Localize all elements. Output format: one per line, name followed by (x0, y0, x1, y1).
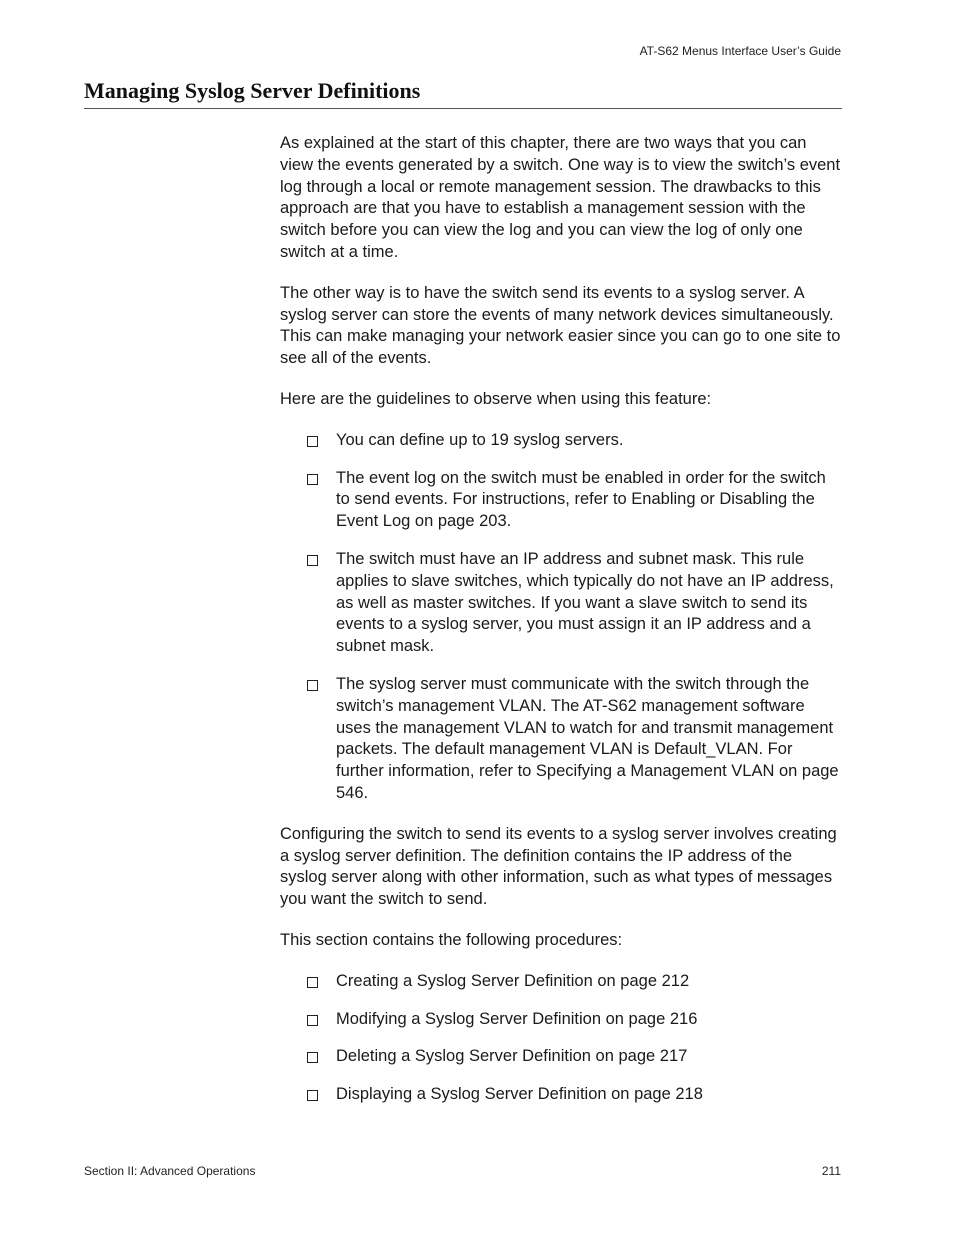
list-item: The switch must have an IP address and subnet mask. This rule applies to slave switches, which typically do not have an IP address, as well as master switches. If you want a slave switch to send its events to a syslog server, you must assign it an IP address and a subnet mask. (307, 549, 842, 658)
footer-page-number: 211 (821, 1164, 841, 1178)
procedure-link[interactable]: Modifying a Syslog Server Definition on page 216 (336, 1009, 698, 1028)
running-header: AT-S62 Menus Interface User’s Guide (639, 44, 841, 58)
footer-section-label: Section II: Advanced Operations (84, 1164, 256, 1178)
procedures-list (280, 971, 842, 1106)
list-item (307, 971, 842, 993)
checkbox-bullet-icon (307, 436, 318, 447)
list-item (307, 1084, 842, 1106)
list-item: The syslog server must communicate with the switch through the switch’s management VLAN. The AT-S62 management software uses the management VLAN to watch for and transmit management packets. The default management VLAN is Default_VLAN. For further information, refer to Specifying a Management VLAN on page 546. (307, 674, 842, 805)
checkbox-bullet-icon (307, 680, 318, 691)
list-item: You can define up to 19 syslog servers. (307, 430, 842, 452)
checkbox-bullet-icon (307, 474, 318, 485)
procedure-link[interactable]: Displaying a Syslog Server Definition on page 218 (336, 1085, 703, 1104)
guidelines-intro: Here are the guidelines to observe when using this feature: (280, 389, 712, 408)
procedure-link[interactable]: Deleting a Syslog Server Definition on page 217 (336, 1047, 688, 1066)
guidelines-list (280, 430, 842, 805)
list-item: The event log on the switch must be enabled in order for the switch to send events. For instructions, refer to Enabling or Disabling the Event Log on page 203. (307, 468, 842, 533)
procedure-link[interactable]: Creating a Syslog Server Definition on page 212 (336, 971, 690, 990)
checkbox-bullet-icon (307, 1090, 318, 1101)
checkbox-bullet-icon (307, 555, 318, 566)
body-column (280, 133, 842, 1122)
section-title: Managing Syslog Server Definitions (84, 78, 842, 109)
intro-paragraph: As explained at the start of this chapter, there are two ways that you can view the events generated by a switch. One way is to view the switch’s event log through a local or remote management session. The drawbacks to this approach are that you have to establish a management session with the switch before you can view the log and you can view the log of only one switch at a time. (280, 134, 841, 261)
list-item (307, 1046, 842, 1068)
syslog-paragraph: The other way is to have the switch send its events to a syslog server. A syslog server can store the events of many network devices simultaneously. This can make managing your network easier since you can go to one site to see all of the events. (280, 283, 841, 368)
checkbox-bullet-icon (307, 1015, 318, 1026)
definition-paragraph: Configuring the switch to send its events to a syslog server involves creating a syslog server definition. The definition contains the IP address of the syslog server along with other information, such as what types of messages you want the switch to send. (280, 824, 837, 909)
checkbox-bullet-icon (307, 977, 318, 988)
procedures-intro: This section contains the following procedures: (280, 930, 623, 949)
list-item (307, 1009, 842, 1031)
checkbox-bullet-icon (307, 1052, 318, 1063)
